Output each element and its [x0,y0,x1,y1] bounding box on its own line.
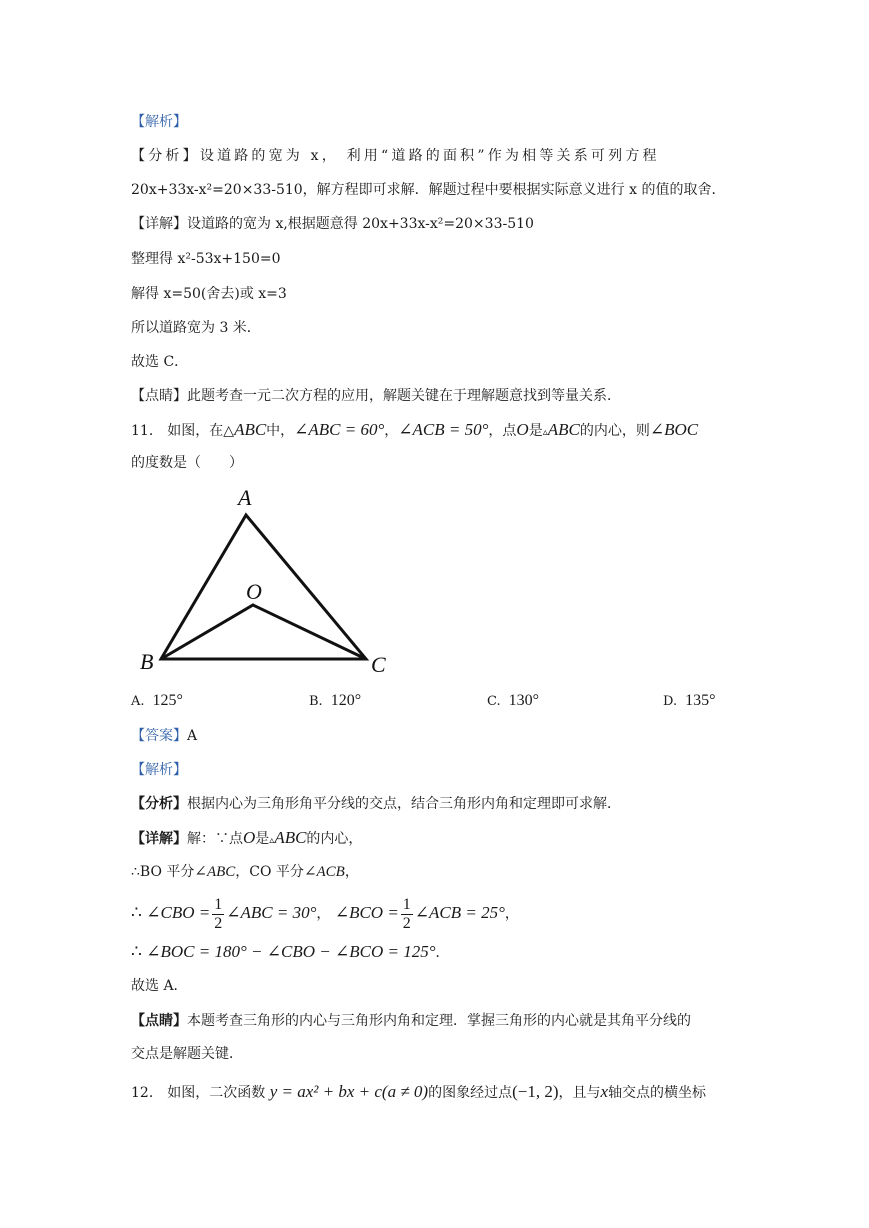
label-a: A [238,485,252,510]
solution-step-1: 整理得 x²-53x+150=0 [131,251,281,267]
analysis-line [131,794,621,814]
angle-acb-value: ∠ACB = 25° [414,903,505,922]
bisector-line [131,862,359,882]
question-text: 如图，在△ [167,423,235,439]
final-angle-line [131,942,450,963]
answer-tag: 【答案】 [131,728,187,744]
question-text: ，且与 [558,1085,601,1101]
question-text: 中， [266,423,295,439]
solution-step-2: 解得 x=50(舍去)或 x=3 [131,286,287,302]
question-number: 11． [131,423,163,439]
solution-text: 的内心， [306,831,363,847]
answer-line [131,726,197,746]
angle-abc: ∠ABC [194,864,236,880]
label-c: C [371,652,386,677]
triangle-icon: ▵ [542,427,548,438]
x-variable: x [600,1082,609,1101]
option-d[interactable] [663,692,716,710]
angle-boc-equation: ∠BOC = 180° − ∠CBO − ∠BCO = 125° [146,942,436,961]
solution-text: ∴BO 平分 [131,864,195,880]
detailed-solution-tag: 【详解】 [131,216,187,232]
question-text: 的内心，则 [579,423,650,439]
therefore-symbol: ∴ [131,942,142,961]
separator: ， [504,906,519,922]
angle-abc-value: ∠ABC = 30° [226,903,317,922]
solution-text: ，CO 平分 [235,864,304,880]
segments-bo-co [161,605,366,659]
comment-tag: 【点睛】 [131,1013,187,1029]
angle-cbo-equation: ∠CBO = [146,903,211,922]
separator: ， [316,906,331,922]
option-c[interactable] [487,692,539,710]
angle-abc-equation: ∠ABC = 60° [294,420,385,439]
solution-text: 解：∵点 [187,831,243,847]
option-value: 130° [508,692,540,709]
quadratic-function: y = ax² + bx + c(a ≠ 0) [269,1082,429,1101]
angle-bco-equation: ∠BCO = [334,903,399,922]
label-b: B [140,649,154,674]
analysis-heading: 【解析】 [131,114,187,130]
answer-value: A [187,728,198,744]
point-o: O [243,828,256,847]
analysis-paragraph-line-2: 20x+33x-x²=20×33-510，解方程即可求解．解题过程中要根据实际意义进行 x 的值的取舍． [131,182,726,198]
answer-choice-line: 故选 A． [131,978,188,994]
analysis-text: 设道路的宽为 x， 利用“道路的面积”作为相等关系可列方程 [199,148,660,164]
angle-acb: ∠ACB [303,864,345,880]
fraction-numerator: 1 [214,895,223,913]
option-label: C. [487,694,501,709]
question-11-line-1 [131,420,698,443]
option-value: 125° [152,692,183,709]
angle-boc: ∠BOC [649,420,699,439]
point-o: O [516,420,529,439]
triangle-name: ABC [234,420,267,439]
fraction-denominator: 2 [214,914,223,932]
option-value: 120° [330,692,362,709]
question-text: ， [384,423,399,439]
option-label: B. [309,694,323,709]
question-number: 12． [131,1085,163,1101]
question-text: 的图象经过点 [428,1085,513,1101]
analysis-tag: 【分析】 [131,796,187,812]
detailed-solution-line [131,828,362,851]
detailed-solution-tag: 【详解】 [131,831,187,847]
option-label: D. [663,694,678,709]
question-text: ，点 [488,423,517,439]
fraction-half [212,896,224,933]
option-label: A. [131,694,145,709]
label-o: O [246,579,262,604]
solution-text: 是 [255,831,270,847]
solution-text: ， [344,864,359,880]
comment-text: 此题考查一元二次方程的应用，解题关键在于理解题意找到等量关系． [187,388,621,404]
comment-tag: 【点睛】 [131,388,187,404]
triangle-name: ABC [547,420,580,439]
detailed-solution-text: 设道路的宽为 x,根据题意得 20x+33x-x²=20×33-510 [187,216,534,232]
fraction-half [401,896,413,933]
triangle-figure [131,480,401,680]
comment-text: 本题考查三角形的内心与三角形内角和定理．掌握三角形的内心就是其角平分线的 [187,1013,691,1029]
option-a[interactable] [131,692,183,710]
solution-step-3: 所以道路宽为 3 米． [131,320,261,336]
comment-line-2: 交点是解题关键． [131,1046,243,1062]
question-12-line-1 [131,1082,706,1103]
analysis-heading: 【解析】 [131,762,187,778]
comment-line-1 [131,1011,691,1031]
therefore-symbol: ∴ [131,903,142,922]
triangle-icon: ▵ [269,835,275,846]
question-11-line-2: 的度数是（ ） [131,455,243,471]
triangle-name: ABC [274,828,307,847]
fraction-numerator: 1 [402,895,411,913]
fraction-denominator: 2 [402,914,411,932]
analysis-text: 根据内心为三角形角平分线的交点，结合三角形内角和定理即可求解． [187,796,621,812]
question-text: 轴交点的横坐标 [608,1085,707,1101]
triangle-abc [161,515,366,659]
question-text: 如图，二次函数 [167,1085,266,1101]
point-coordinates: (−1, 2) [512,1082,559,1101]
angle-acb-equation: ∠ACB = 50° [398,420,489,439]
option-b[interactable] [309,692,361,710]
question-text: 是 [528,423,543,439]
analysis-paragraph-line-1 [131,146,660,166]
detailed-solution-line [131,214,534,234]
half-angle-line [131,893,519,934]
analysis-tag: 【分析】 [131,148,200,164]
answer-choice-line: 故选 C． [131,354,189,370]
option-value: 135° [685,692,716,709]
period: ． [435,945,450,961]
comment-line [131,386,621,406]
